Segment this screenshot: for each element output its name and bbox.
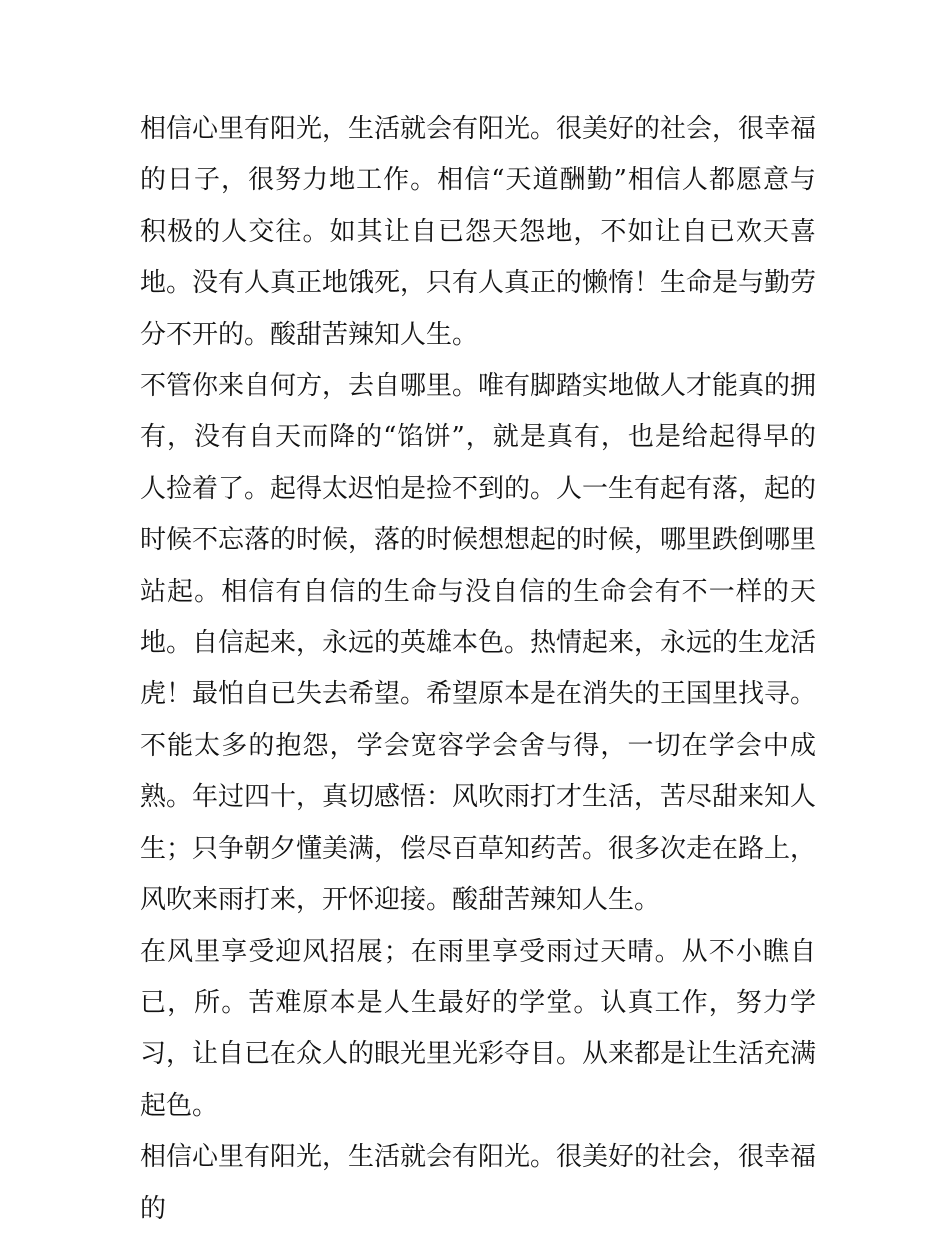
paragraph-4: 相信心里有阳光，生活就会有阳光。很美好的社会，很幸福的: [140, 1142, 817, 1224]
document-body: [140, 104, 816, 1235]
paragraph-3: 在风里享受迎风招展；在雨里享受雨过天晴。从不小瞧自已，所。苦难原本是人生最好的学堂。认真工作，努力学习，让自已在众人的眼光里光彩夺目。从来都是让生活充满起色。: [140, 936, 817, 1121]
paragraph-2: 不管你来自何方，去自哪里。唯有脚踏实地做人才能真的拥有，没有自天而降的“馅饼”，就是真有，也是给起得早的人捡着了。起得太迟怕是捡不到的。人一生有起有落，起的时候不忘落的时候，落的时候想想起的时候，哪里跌倒哪里站起。相信有自信的生命与没自信的生命会有不一样的天地。自信起来，永远的英雄本色。热情起来，永远的生龙活虎！最怕自已失去希望。希望原本是在消失的王国里找寻。不能太多的抱怨，学会宽容学会舍与得，一切在学会中成熟。年过四十，真切感悟：风吹雨打才生活，苦尽甜来知人生；只争朝夕懂美满，偿尽百草知药苦。很多次走在路上，风吹来雨打来，开怀迎接。酸甜苦辣知人生。: [140, 371, 817, 916]
paragraph-1: 相信心里有阳光，生活就会有阳光。很美好的社会，很幸福的日子，很努力地工作。相信“天道酬勤”相信人都愿意与积极的人交往。如其让自已怨天怨地，不如让自已欢天喜地。没有人真正地饿死，只有人真正的懒惰！生命是与勤劳分不开的。酸甜苦辣知人生。: [140, 114, 817, 350]
